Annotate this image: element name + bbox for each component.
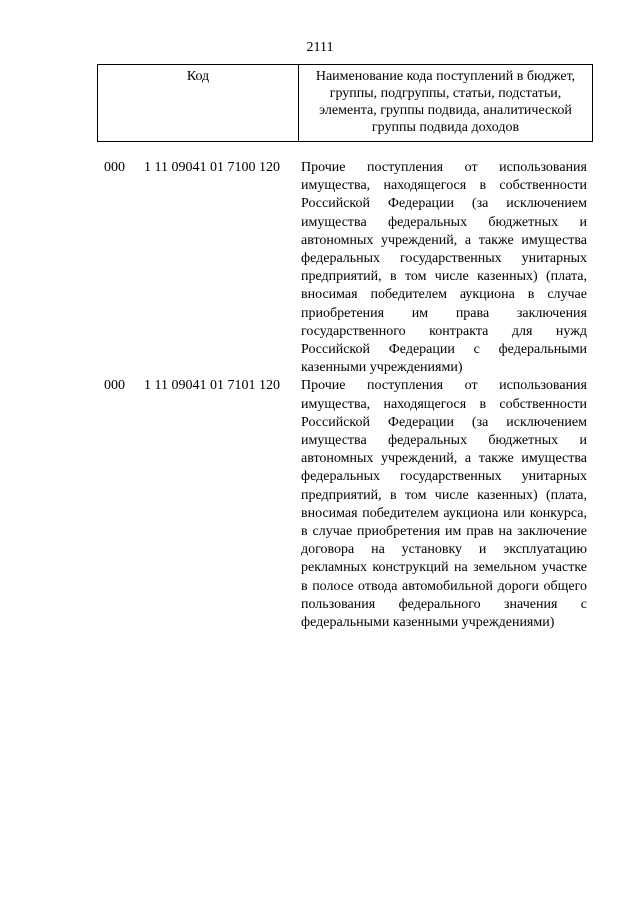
table-row <box>0 159 640 377</box>
row-admin-code: 000 <box>104 160 125 175</box>
row-income-code: 1 11 09041 01 7100 120 <box>144 160 280 175</box>
table-row <box>0 377 640 632</box>
table-header <box>97 64 593 142</box>
table-body <box>0 159 640 632</box>
row-description: Прочие поступления от использования имущества, находящегося в собственности Российской Федерации (за исключением имущества федеральных бюджетных и автономных учреждений, а также имущества федеральных государственных унитарных предприятий, в том числе казенных) (плата, вносимая победителем аукциона в случае приобретения им права заключения государственного контракта для нужд Российской Федерации с федеральными казенными учреждениями) <box>301 160 587 376</box>
row-income-code: 1 11 09041 01 7101 120 <box>144 378 280 394</box>
header-code-column: Код <box>98 65 299 141</box>
row-admin-code: 000 <box>104 378 125 394</box>
header-name-column: Наименование кода поступлений в бюджет, группы, подгруппы, статьи, подстатьи, элемента, группы подвида, аналитической группы подвида доходов <box>315 69 576 135</box>
page-number: 2111 <box>306 40 334 55</box>
row-description: Прочие поступления от использования имущества, находящегося в собственности Российской Федерации (за исключением имущества федеральных бюджетных и автономных учреждений, а также имущества федеральных государственных унитарных предприятий, в том числе казенных) (плата, вносимая победителем аукциона или конкурса, в случае приобретения им прав на заключение договора на установку и эксплуатацию рекламных конструкций на земельном участке в полосе отвода автомобильной дороги общего пользования федерального значения с федеральными казенными учреждениями) <box>301 378 587 631</box>
